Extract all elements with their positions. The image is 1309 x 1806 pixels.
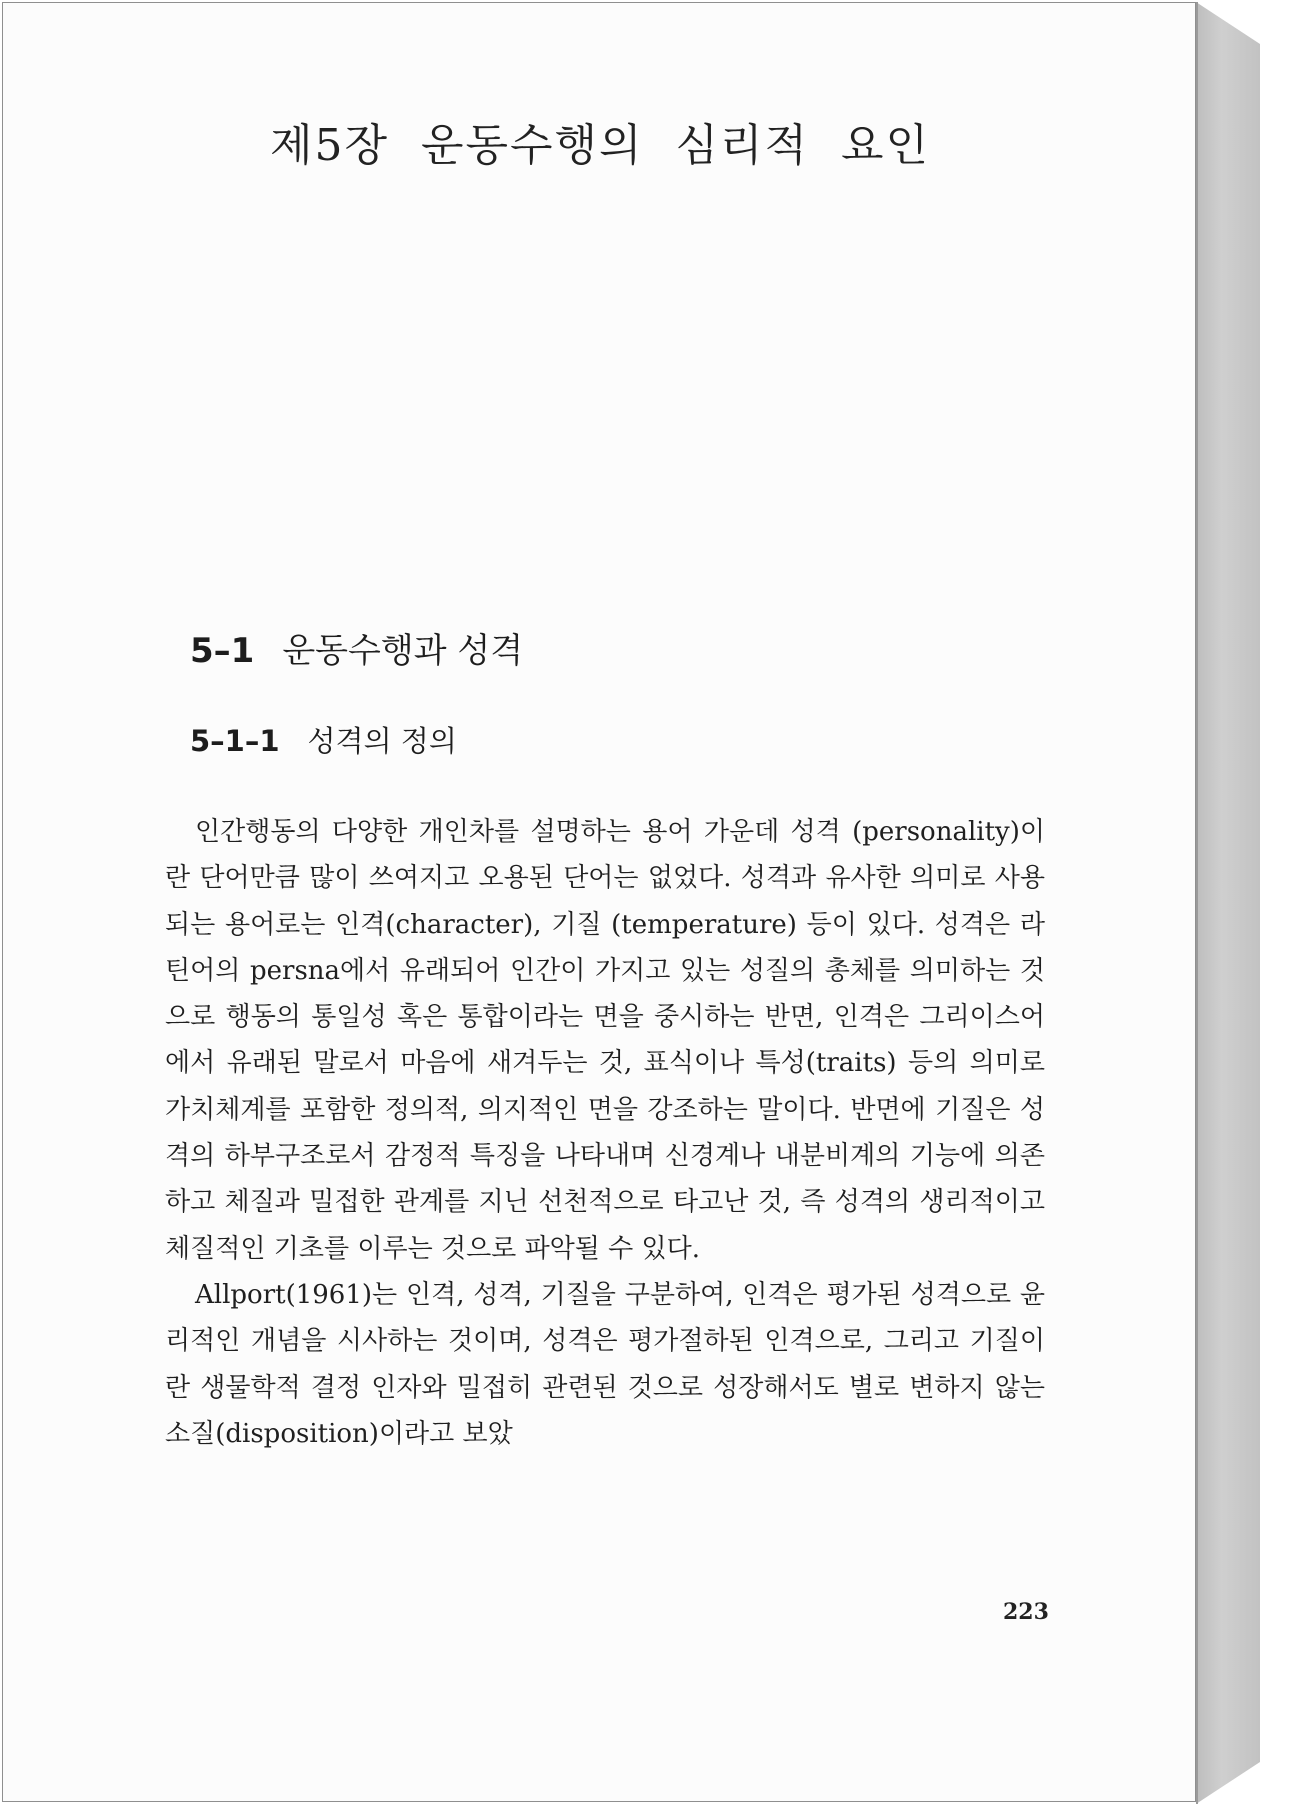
section-heading [190, 623, 523, 672]
subsection-heading [190, 719, 457, 760]
subsection-number: 5–1–1 [190, 724, 280, 758]
section-number: 5–1 [190, 631, 255, 671]
body-text [165, 809, 1045, 1457]
subsection-title: 성격의 정의 [307, 724, 457, 758]
paragraph: Allport(1961)는 인격, 성격, 기질을 구분하여, 인격은 평가된 성격으로 윤리적인 개념을 시사하는 것이며, 성격은 평가절하된 인격으로, 그리고 기질이란 생물학적 결정 인자와 밀접히 관련된 것으로 성장해서도 별로 변하지 않는 소질(disposition)이라고 보았 [165, 1279, 1045, 1449]
chapter-title: 제5장 운동수행의 심리적 요인 [270, 120, 930, 171]
page-number: 223 [1003, 1599, 1049, 1625]
book-spine [1196, 2, 1260, 1804]
section-title: 운동수행과 성격 [282, 631, 524, 671]
book-spine-edge [1196, 2, 1198, 1804]
paragraph: 인간행동의 다양한 개인차를 설명하는 용어 가운데 성격 (personality)이란 단어만큼 많이 쓰여지고 오용된 단어는 없었다. 성격과 유사한 의미로 사용되는 용어로는 인격(character), 기질 (temperature) 등이 있다. 성격은 라틴어의 persna에서 유래되어 인간이 가지고 있는 성질의 총체를 의미하는 것으로 행동의 통일성 혹은 통합이라는 면을 중시하는 반면, 인격은 그리이스어에서 유래된 말로서 마음에 새겨두는 것, 표식이나 특성(traits) 등의 의미로 가치체계를 포함한 정의적, 의지적인 면을 강조하는 말이다. 반면에 기질은 성격의 하부구조로서 감정적 특징을 나타내며 신경계나 내분비계의 기능에 의존하고 체질과 밀접한 관계를 지닌 선천적으로 타고난 것, 즉 성격의 생리적이고 체질적인 기초를 이루는 것으로 파악될 수 있다. [165, 817, 1045, 1264]
book-page [2, 2, 1196, 1802]
